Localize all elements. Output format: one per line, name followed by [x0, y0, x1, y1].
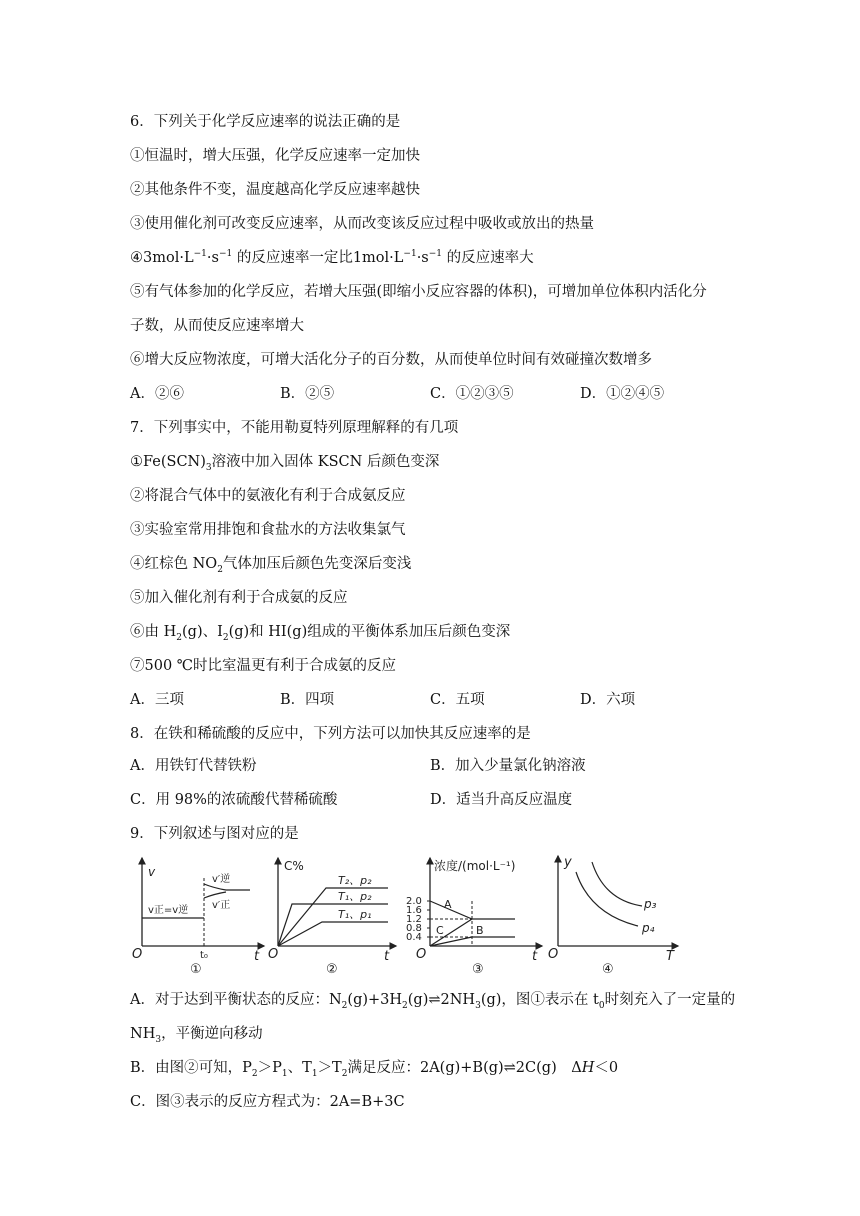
- q7-fact-4: ④红棕色 $NO_2$气体加压后颜色先变深后变浅: [130, 556, 412, 575]
- label-p4: p₄: [642, 921, 655, 935]
- q6-option-b: B．②⑤: [280, 386, 335, 402]
- q6-statement-5: ⑤有气体参加的化学反应，若增大压强(即缩小反应容器的体积)，可增加单位体积内活化分: [130, 284, 707, 300]
- figure-2-percent-time: [266, 848, 406, 978]
- figure-4-y-temperature: [546, 848, 686, 978]
- x-label: t: [254, 949, 260, 964]
- x-label: t: [384, 949, 390, 964]
- tick-1-6: 1.6: [406, 905, 422, 916]
- q8-stem: 8．在铁和稀硫酸的反应中，下列方法可以加快其反应速率的是: [130, 726, 531, 742]
- q6-option-d: D．①②④⑤: [580, 386, 665, 402]
- q7-option-c: C．五项: [430, 692, 485, 708]
- y-label: 浓度/(mol·L⁻¹): [434, 859, 516, 873]
- x-label: T: [666, 949, 674, 964]
- figure-1-rate-time: [130, 848, 270, 978]
- q6-statement-1: ①恒温时，增大压强，化学反应速率一定加快: [130, 148, 420, 164]
- q7-fact-6: ⑥由 $H_2(g)$、$I_2(g)$和 HI(g)组成的平衡体系加压后颜色变深: [130, 624, 511, 643]
- y-label: C%: [284, 859, 304, 873]
- curve-p4: [576, 872, 638, 926]
- reverse-label: v′逆: [212, 874, 231, 885]
- label-t2-p2: T₂、p₂: [338, 874, 372, 887]
- q6-statement-6: ⑥增大反应物浓度，可增大活化分子的百分数，从而使单位时间有效碰撞次数增多: [130, 352, 652, 368]
- q7-fact-1: $①Fe(SCN)_3$溶液中加入固体 KSCN 后颜色变深: [130, 454, 440, 473]
- q8-option-d: D．适当升高反应温度: [430, 792, 573, 808]
- figure-caption: ①: [190, 962, 202, 977]
- figure-caption: ④: [602, 962, 614, 977]
- q6-statement-4: $④3mol\cdot L^{-1}\cdot s^{-1}$ 的反应速率一定比$1mol\cdot L^{-1}\cdot s^{-1}$ 的反应速率大: [130, 249, 534, 266]
- q9-option-a: A．对于达到平衡状态的反应：$N_2(g)+3H_2(g)\rightleftharpoons 2NH_3(g)$，图①表示在 $t_0$时刻充入了一定量的: [130, 992, 736, 1011]
- label-c: C: [436, 924, 444, 937]
- tick-0-8: 0.8: [406, 923, 422, 934]
- tick-1-2: 1.2: [406, 914, 422, 925]
- q7-fact-3: ③实验室常用排饱和食盐水的方法收集氯气: [130, 522, 406, 538]
- q6-stem: 6．下列关于化学反应速率的说法正确的是: [130, 114, 401, 130]
- tick-0-4: 0.4: [406, 932, 422, 943]
- q6-option-a: A．②⑥: [130, 386, 184, 402]
- label-t1-p1: T₁、p₁: [338, 908, 372, 921]
- curve-p3: [592, 862, 642, 906]
- q7-option-b: B．四项: [280, 692, 335, 708]
- forward-rate-curve: [204, 892, 226, 898]
- y-label: v: [148, 865, 156, 879]
- q6-statement-3: ③使用催化剂可改变反应速率，从而改变该反应过程中吸收或放出的热量: [130, 216, 594, 232]
- q7-option-a: A．三项: [130, 692, 184, 708]
- tick-2-0: 2.0: [406, 896, 422, 907]
- origin-label: O: [416, 947, 427, 962]
- q9-option-a-cont: $NH_3$，平衡逆向移动: [130, 1026, 263, 1045]
- eq-label: v正=v逆: [148, 905, 189, 916]
- y-label: y: [564, 855, 572, 870]
- figure-caption: ③: [472, 962, 484, 977]
- label-a: A: [444, 898, 452, 911]
- figure-3-concentration-time: [400, 848, 550, 978]
- figure-caption: ②: [326, 962, 338, 977]
- q9-option-b: B．由图②可知，$P_2>P_1$、$T_1>T_2$满足反应：2A(g)+B(g)⇌2C(g) ΔH＜0: [130, 1060, 619, 1079]
- q7-option-d: D．六项: [580, 692, 636, 708]
- q6-statement-5-cont: 子数，从而使反应速率增大: [130, 318, 304, 334]
- x-label: t: [532, 949, 538, 964]
- q9-stem: 9．下列叙述与图对应的是: [130, 826, 299, 842]
- origin-label: O: [268, 947, 279, 962]
- q7-stem: 7．下列事实中，不能用勒夏特列原理解释的有几项: [130, 420, 459, 436]
- q8-option-a: A．用铁钉代替铁粉: [130, 758, 257, 774]
- q6-option-c: C．①②③⑤: [430, 386, 514, 402]
- t0-label: t₀: [200, 950, 208, 961]
- q8-option-b: B．加入少量氯化钠溶液: [430, 758, 586, 774]
- origin-label: O: [548, 947, 559, 962]
- label-t1-p2: T₁、p₂: [338, 890, 372, 903]
- q6-statement-2: ②其他条件不变，温度越高化学反应速率越快: [130, 182, 420, 198]
- origin-label: O: [132, 947, 143, 962]
- q7-fact-5: ⑤加入催化剂有利于合成氨的反应: [130, 590, 348, 606]
- label-b: B: [476, 924, 484, 937]
- q9-option-c: C．图③表示的反应方程式为：2A=B+3C: [130, 1094, 405, 1110]
- q7-fact-7: ⑦500 ℃时比室温更有利于合成氨的反应: [130, 658, 397, 674]
- label-p3: p₃: [644, 897, 657, 911]
- q8-option-c: C．用 98%的浓硫酸代替稀硫酸: [130, 792, 338, 808]
- forward-label: v′正: [212, 900, 231, 911]
- q7-fact-2: ②将混合气体中的氨液化有利于合成氨反应: [130, 488, 406, 504]
